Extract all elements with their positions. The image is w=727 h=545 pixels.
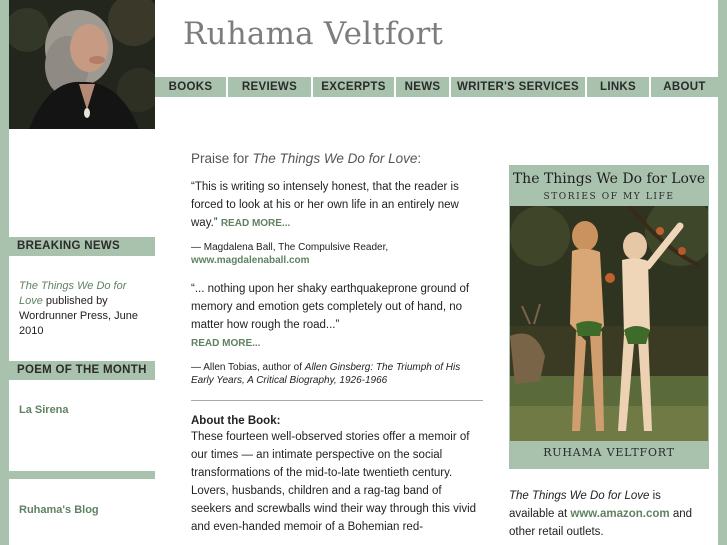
- cover-title: The Things We Do for Love: [512, 171, 706, 187]
- breaking-news-body: published by Wordrunner Press, June 2010: [19, 295, 139, 337]
- about-book-heading: About the Book:: [191, 415, 281, 427]
- breaking-news-book-link[interactable]: The Things We Do for Love: [19, 280, 127, 307]
- about-book-text: These fourteen well-observed stories offer a memoir of our times — an intimate perspective on the social transformations of the mid-to-late twentieth century. Lovers, husbands, children and a rag-tag band of seekers and screwballs wind their way through this vivid and even-handed memoir of a Bohemian red-: [191, 431, 477, 533]
- cover-painting: [510, 206, 708, 441]
- praise-book-title: The Things We Do for Love: [252, 151, 418, 166]
- quote-1-text: “This is writing so intensely honest, that the reader is forced to look at his or her own life in an entirely new way.”: [191, 181, 459, 229]
- praise-suffix: :: [417, 151, 422, 166]
- cover-subtitle: STORIES OF MY LIFE: [543, 192, 675, 202]
- breaking-news-text: [19, 279, 147, 339]
- magdalenaball-link[interactable]: www.magdalenaball.com: [191, 255, 310, 266]
- cover-author: RUHAMA VELTFORT: [543, 446, 675, 459]
- nav-excerpts[interactable]: EXCERPTS: [313, 77, 396, 97]
- sidebar: [9, 129, 155, 545]
- nav-books[interactable]: BOOKS: [155, 77, 228, 97]
- availability-text: [509, 487, 709, 541]
- sidebar-divider: [9, 471, 155, 479]
- nav-news[interactable]: NEWS: [396, 77, 451, 97]
- amazon-link[interactable]: www.amazon.com: [570, 508, 670, 520]
- site-title: Ruhama Veltfort: [183, 16, 444, 52]
- author-photo: [9, 0, 155, 129]
- review-quote-2: [191, 280, 483, 353]
- content-divider: [191, 400, 483, 401]
- review-quote-1: [191, 178, 483, 233]
- poem-of-month-heading: POEM OF THE MONTH: [9, 361, 155, 380]
- availability-book-title: The Things We Do for Love: [509, 490, 650, 502]
- blog-link[interactable]: Ruhama's Blog: [19, 504, 99, 516]
- main-nav: [155, 77, 718, 97]
- praise-prefix: Praise for: [191, 151, 253, 166]
- book-cover[interactable]: [509, 165, 709, 469]
- main-content: [191, 151, 483, 536]
- nav-reviews[interactable]: REVIEWS: [228, 77, 313, 97]
- quote-2-text: “... nothing upon her shaky earthquakeprone ground of memory and emotion gets completely out of hand, no matter how rough the road...”: [191, 283, 470, 331]
- breaking-news-heading: BREAKING NEWS: [9, 237, 155, 256]
- attribution-2-book: Allen Ginsberg: The Triumph of His Early Years, A Critical Biography, 1926-1966: [191, 362, 461, 386]
- nav-links[interactable]: LINKS: [587, 77, 651, 97]
- attribution-1-text: — Magdalena Ball, The Compulsive Reader,: [191, 242, 389, 253]
- praise-heading: [191, 151, 483, 166]
- frame-left: [0, 0, 9, 545]
- read-more-link-1[interactable]: READ MORE...: [220, 218, 291, 229]
- attribution-2: [191, 361, 483, 387]
- attribution-1: [191, 241, 483, 267]
- read-more-link-2[interactable]: READ MORE...: [191, 338, 261, 349]
- nav-about[interactable]: ABOUT: [651, 77, 718, 97]
- nav-writers-services[interactable]: WRITER'S SERVICES: [451, 77, 587, 97]
- availability-text-1: is available at: [509, 490, 661, 520]
- attribution-2-text: — Allen Tobias, author of: [191, 362, 305, 373]
- frame-right: [718, 0, 727, 545]
- poem-link[interactable]: La Sirena: [19, 404, 69, 416]
- availability-text-2: and other retail outlets.: [509, 508, 693, 538]
